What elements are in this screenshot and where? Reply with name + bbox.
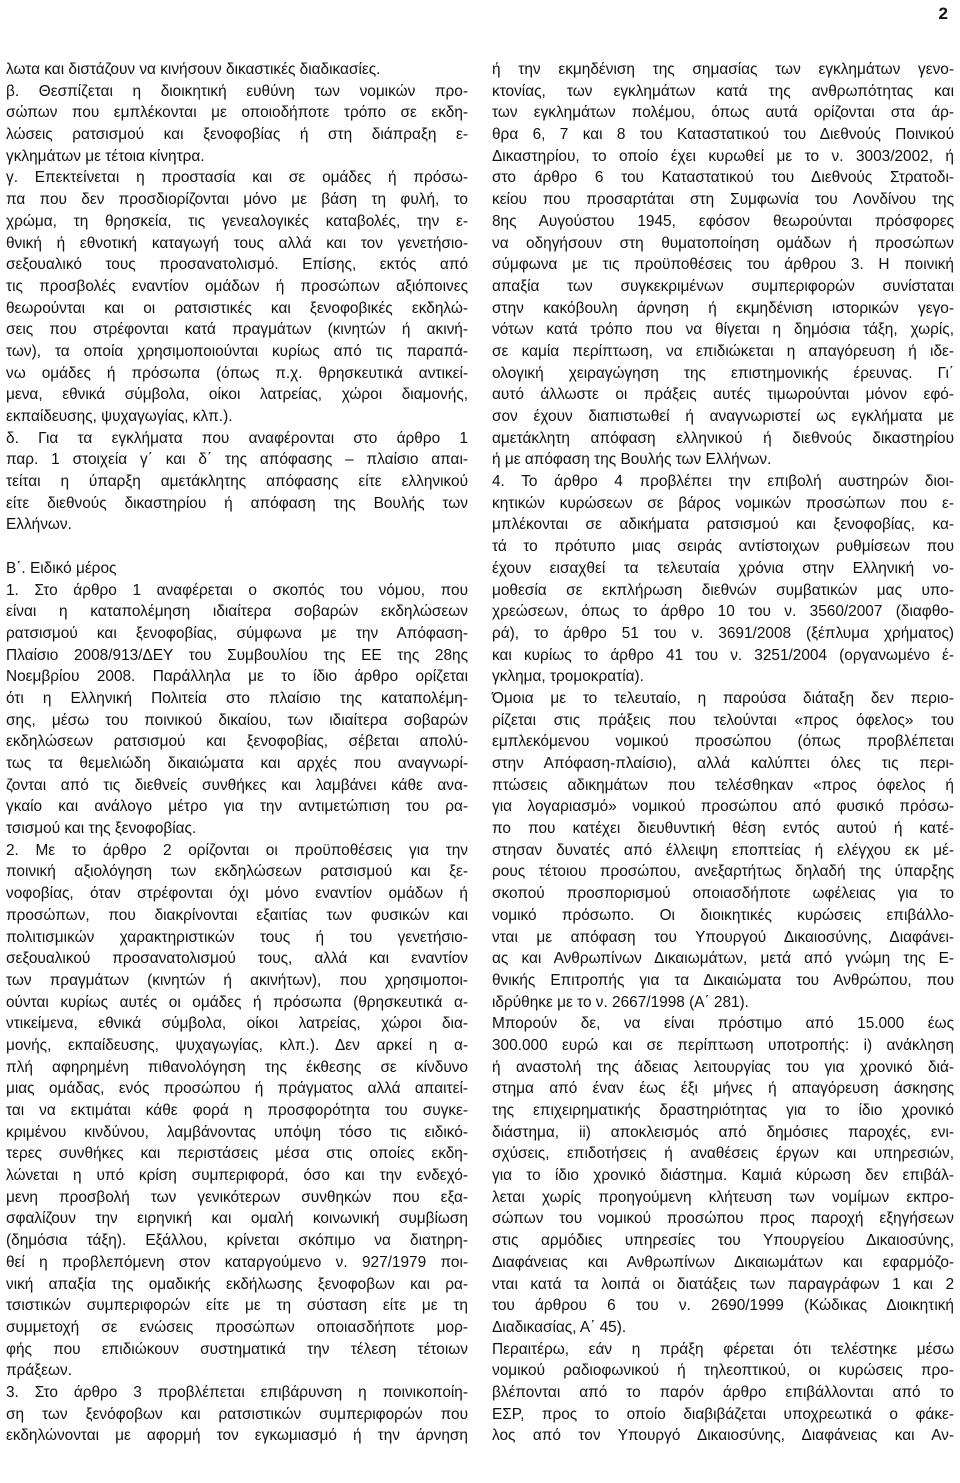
text-line: σώπων του νομικού προσώπου προς παροχή εξηγήσεων bbox=[492, 1210, 954, 1228]
text-line: 8ης Αυγούστου 1945, εφόσον θεωρούνται πρόσφορες bbox=[492, 212, 954, 230]
text-line: νται με απόφαση του Υπουργού Δικαιοσύνης, Διαφάνει- bbox=[492, 928, 954, 946]
text-line: κριμένου κινδύνου, λαμβάνοντας υπόψη τόσο τις ειδικό- bbox=[6, 1123, 468, 1141]
text-line: νότων κατά τρόπο που να θίγεται η δημόσια τάξη, χωρίς, bbox=[492, 321, 954, 339]
text-line: αυτό άλλωστε οι πράξεις αυτές τιμωρούνται μόνον εφό- bbox=[492, 386, 954, 404]
text-line: πράξεων. bbox=[6, 1362, 73, 1380]
text-line: μιας ομάδας, ενός προσώπου ή πράγματος αλλά απαιτεί- bbox=[6, 1080, 468, 1098]
text-line: είναι η καταπολέμηση ιδιαίτερα σοβαρών εκδηλώσεων bbox=[6, 603, 468, 621]
text-line: νω ομάδες ή πρόσωπα (όπως π.χ. θρησκευτικά αντικεί- bbox=[6, 364, 468, 382]
text-line: β. Θεσπίζεται η διοικητική ευθύνη των νομικών προ- bbox=[6, 82, 468, 100]
text-line: και κυρίως το άρθρο 41 του ν. 3251/2004 (οργανωμένο έ- bbox=[492, 646, 954, 664]
text-line: εκδηλώνονται με αφορμή τον εγκωμιασμό ή την άρνηση bbox=[6, 1427, 468, 1445]
text-line: γκλημα, τρομοκρατία). bbox=[492, 668, 644, 686]
text-line: σκοπού προσπορισμού οποιασδήποτε ωφέλειας για το bbox=[492, 885, 954, 903]
text-line: σύμφωνα με τις προϋποθέσεις του άρθρου 3. Η ποινική bbox=[492, 256, 954, 274]
right-column bbox=[492, 59, 954, 1447]
text-line: νομικό πρόσωπο. Οι διοικητικές κυρώσεις επιβάλλο- bbox=[492, 906, 954, 924]
text-line: προσώπων, που διακρίνονται εξαιτίας των φυσικών και bbox=[6, 906, 468, 924]
text-line: πα που δεν προσδιορίζονται μόνο με βάση τη φυλή, το bbox=[6, 191, 468, 209]
text-line: λώνεται η υπό κρίση συμπεριφορά, όσο και την ενδεχό- bbox=[6, 1167, 468, 1185]
text-line: γκαίο και ανάλογο μέτρο για την αντιμετώπιση του ρα- bbox=[6, 798, 468, 816]
text-line: Διαφάνειας και Ανθρωπίνων Δικαιωμάτων και εφαρμόζο- bbox=[492, 1253, 954, 1271]
text-line: χρεώσεων, όπως το άρθρο 10 του ν. 3560/2007 (διαφθο- bbox=[492, 603, 954, 621]
text-line: Β΄. Ειδικό μέρος bbox=[6, 559, 117, 577]
text-line: σεξουαλικού προσανατολισμού τους, αλλά και εναντίον bbox=[6, 950, 468, 968]
text-line: εμπλεκόμενου νομικού προσώπου (όπως προβλέπεται bbox=[492, 733, 954, 751]
text-line: ότι η Ελληνική Πολιτεία στο πλαίσιο της καταπολέμη- bbox=[6, 689, 468, 707]
text-line: 300.000 ευρώ και σε περίπτωση υποτροπής: i) ανάκληση bbox=[492, 1036, 954, 1054]
text-line: νική απαξία της ομαδικής εκδήλωσης ξενοφοβων και ρα- bbox=[6, 1275, 468, 1293]
text-line: λος από τον Υπουργό Δικαιοσύνης, Διαφάνειας και Αν- bbox=[492, 1427, 954, 1445]
text-line: λωτα και διστάζουν να κινήσουν δικαστικές διαδικασίες. bbox=[6, 61, 381, 78]
text-line: (δημόσια τάξη). Εξάλλου, κρίνεται σκόπιμο να διατηρη- bbox=[6, 1232, 468, 1250]
text-line: νται κατά τα λοιπά οι διατάξεις των παραγράφων 1 και 2 bbox=[492, 1275, 954, 1293]
text-line: 1. Στο άρθρο 1 αναφέρεται ο σκοπός του νόμου, που bbox=[6, 581, 468, 599]
text-line: αμετάκλητη απόφαση ελληνικού ή διεθνούς δικαστηρίου bbox=[492, 429, 954, 447]
text-line: σεξουαλικό τους προσανατολισμό. Επίσης, εκτός από bbox=[6, 256, 468, 274]
text-line: παρ. 1 στοιχεία γ΄ και δ΄ της απόφασης – πλαίσιο απαι- bbox=[6, 451, 468, 469]
text-line: ρατσισμού και ξενοφοβίας, σύμφωνα με την Απόφαση- bbox=[6, 624, 468, 642]
text-line: σε καμία περίπτωση, να επιδιώκεται η απαγόρευση ή ιδε- bbox=[492, 342, 954, 360]
text-line bbox=[6, 536, 468, 558]
text-line: στην Απόφαση-πλαίσιο), αλλά καλύπτει όλες τις περι- bbox=[492, 755, 954, 772]
text-line: να οδηγήσουν στη θυματοποίηση ομάδων ή προσώπων bbox=[492, 234, 954, 252]
text-line: ρά), το άρθρο 51 του ν. 3691/2008 (ξέπλυμα χρήματος) bbox=[492, 624, 954, 642]
text-line: ή αναστολή της άδειας λειτουργίας του για χρονικό διά- bbox=[492, 1058, 954, 1076]
text-line: του άρθρου 6 του ν. 2690/1999 (Κώδικας Διοικητική bbox=[492, 1297, 954, 1315]
text-line: 3. Στο άρθρο 3 προβλέπεται επιβάρυνση η ποινικοποίη- bbox=[6, 1383, 468, 1401]
left-column bbox=[6, 59, 468, 1447]
text-line: θνική ή εθνοτική καταγωγή τους αλλά και τον γενετήσιο- bbox=[6, 234, 468, 252]
text-line: ΕΣΡ, προς το οποίο διαβιβάζεται υποχρεωτικά ο φάκε- bbox=[492, 1405, 954, 1423]
text-line: της επιχειρηματικής δραστηριότητας για το ίδιο χρονικό bbox=[492, 1102, 954, 1119]
text-line: Διαδικασίας, Α΄ 45). bbox=[492, 1318, 627, 1336]
text-line: για το ίδιο χρονικό διάστημα. Καμιά κύρωση δεν επιβάλ- bbox=[492, 1167, 954, 1185]
text-line: τσιστικών συμπεριφορών είτε με τη σύσταση είτε με τη bbox=[6, 1297, 468, 1315]
text-line: Περαιτέρω, εάν η πράξη φέρεται ότι τελέστηκε μέσω bbox=[492, 1340, 954, 1358]
text-line: των), τα οποία χρησιμοποιούνται κυρίως από τις παραπά- bbox=[6, 342, 468, 360]
text-line: λώσεις ρατσισμού και ξενοφοβίας ή στη διάπραξη ε- bbox=[6, 126, 468, 144]
text-line: πολιτισμικών χαρακτηριστικών τους ή του γενετήσιο- bbox=[6, 928, 468, 946]
text-line: μονής, εκπαίδευσης, ψυχαγωγίας, κλπ.). Δεν αρκεί η α- bbox=[6, 1036, 468, 1054]
text-line: γκλημάτων με τέτοια κίνητρα. bbox=[6, 147, 205, 165]
text-line: ρίζεται στις πράξεις που τελούνται «προς όφελος» του bbox=[492, 711, 954, 729]
text-line: πο που κατέχει διευθυντική θέση εντός αυτού ή κατέ- bbox=[492, 820, 954, 838]
text-line: έχουν εισαχθεί τα τελευταία χρόνια στην Ελληνική νο- bbox=[492, 559, 954, 577]
text-line: στησαν δυνατές από έλλειψη εποπτείας ή ελέγχου εκ μέ- bbox=[492, 841, 954, 859]
text-line: δ. Για τα εγκλήματα που αναφέρονται στο άρθρο 1 bbox=[6, 429, 468, 447]
text-line: τερες συνθήκες και περιστάσεις μέσα στις οποίες εκδη- bbox=[6, 1145, 468, 1163]
text-line: τείται η ύπαρξη αμετάκλητης απόφασης είτε ελληνικού bbox=[6, 473, 468, 491]
text-line: 4. Το άρθρο 4 προβλέπει την επιβολή αυστηρών διοι- bbox=[492, 473, 954, 491]
text-line: θεί η προβλεπόμενη στον καταργούμενο ν. 927/1979 ποι- bbox=[6, 1253, 468, 1271]
text-line: κητικών κυρώσεων σε βάρος νομικών προσώπων που ε- bbox=[492, 494, 954, 512]
text-line: στην κακόβουλη άρνηση ή εκμηδένιση ιστορικών γεγο- bbox=[492, 299, 954, 317]
text-line: γ. Επεκτείνεται η προστασία και σε ομάδες ή πρόσω- bbox=[6, 169, 468, 187]
text-line: βλέπονται από το παρόν άρθρο επιβάλλονται από το bbox=[492, 1383, 954, 1401]
text-line: τως τα θεμελιώδη δικαιώματα και αρχές που αναγνωρί- bbox=[6, 755, 468, 772]
text-line: νομικού ραδιοφωνικού ή τηλεοπτικού, οι κυρώσεις προ- bbox=[492, 1362, 954, 1380]
text-line: θρα 6, 7 και 8 του Καταστατικού του Διεθνούς Ποινικού bbox=[492, 126, 954, 144]
text-line: λεται χωρίς προηγούμενη κλήτευση των νομίμων εκπρο- bbox=[492, 1188, 954, 1206]
text-line: σφαλίζουν την ειρηνική και ομαλή κοινωνική συμβίωση bbox=[6, 1210, 468, 1228]
text-line: ντικείμενα, εθνικά σύμβολα, οίκοι λατρείας, χώροι δια- bbox=[6, 1015, 468, 1033]
text-line: ποινική αξιολόγηση των εκδηλώσεων ρατσισμού και ξε- bbox=[6, 863, 468, 881]
text-line: κτονίας, των εγκλημάτων κατά της ανθρωπότητας και bbox=[492, 82, 954, 100]
text-line: μενη προσβολή των γενικότερων συνθηκών που εξα- bbox=[6, 1188, 468, 1206]
text-line: ιδρύθηκε με το ν. 2667/1998 (Α΄ 281). bbox=[492, 993, 749, 1011]
text-line: θεωρούνται και οι ρατσιστικές και ξενοφοβικές εκδηλώ- bbox=[6, 299, 468, 317]
text-line: πλή αφηρημένη πιθανολόγηση της έκθεσης σε κίνδυνο bbox=[6, 1058, 468, 1076]
page-number: 2 bbox=[938, 4, 948, 23]
text-line: Πλαίσιο 2008/913/ΔΕΥ του Συμβουλίου της ΕΕ της 28ης bbox=[6, 646, 468, 664]
text-line: ολογική χειραγώγηση της επιστημονικής έρευνας. Γι΄ bbox=[492, 364, 954, 382]
text-line: συμμετοχή σε ενώσεις προσώπων οποιασδήποτε μορ- bbox=[6, 1318, 468, 1336]
text-line: απαξία των συγκεκριμένων συμπεριφορών συνίσταται bbox=[492, 277, 954, 295]
text-line: τά το πρότυπο μιας σειράς αντίστοιχων ρυθμίσεων που bbox=[492, 538, 954, 556]
text-line: Δικαστηρίου, το οποίο έχει κυρωθεί με το ν. 3003/2002, ή bbox=[492, 147, 954, 165]
text-line: νοφοβίας, όταν στρέφονται όχι μόνο εναντίον ομάδων ή bbox=[6, 885, 468, 903]
text-line: τσισμού και της ξενοφοβίας. bbox=[6, 820, 197, 838]
text-line: πτώσεις αδικημάτων που τελέσθηκαν «προς όφελος ή bbox=[492, 776, 954, 794]
text-line: σχύσεις, επιδοτήσεις ή αναθέσεις έργων και υπηρεσιών, bbox=[492, 1145, 954, 1163]
text-line: εκπαίδευσης, ψυχαγωγίας, κλπ.). bbox=[6, 408, 233, 425]
text-line: μπλέκονται σε αδικήματα ρατσισμού και ξενοφοβίας, κα- bbox=[492, 516, 954, 534]
text-line: εκδηλώσεων ρατσισμού και ξενοφοβίας, σέβεται απολύ- bbox=[6, 733, 468, 751]
text-line: ση των ξενόφοβων και ρατσιστικών συμπεριφορών που bbox=[6, 1405, 468, 1423]
text-line: διάστημα, ii) αποκλεισμός από δημόσιες παροχές, ενι- bbox=[492, 1123, 954, 1141]
text-line: Νοεμβρίου 2008. Παράλληλα με το ίδιο άρθρο ορίζεται bbox=[6, 668, 468, 686]
text-line: ζονται από τις διεθνείς συνθήκες και λαμβάνει κάθε ανα- bbox=[6, 776, 468, 794]
text-line: Μπορούν δε, να είναι πρόστιμο από 15.000 έως bbox=[492, 1015, 954, 1033]
text-line: ούνται κυρίως αυτές οι ομάδες ή πρόσωπα (θρησκευτικά α- bbox=[6, 993, 468, 1011]
text-line: για λογαριασμό» νομικού προσώπου από φυσικό πρόσω- bbox=[492, 798, 954, 816]
text-line: Ελλήνων. bbox=[6, 516, 72, 534]
text-line: σώπων που εμπλέκονται με οποιοδήποτε τρόπο σε εκδη- bbox=[6, 104, 468, 122]
text-line: 2. Με το άρθρο 2 ορίζονται οι προϋποθέσεις για την bbox=[6, 841, 468, 859]
text-line: θνικής Επιτροπής για τα Δικαιώματα του Ανθρώπου, που bbox=[492, 971, 954, 989]
text-line: των εγκλημάτων πολέμου, όπως αυτά ορίζονται στα άρ- bbox=[492, 104, 954, 122]
text-line: ή την εκμηδένιση της σημασίας των εγκλημάτων γενο- bbox=[492, 61, 954, 78]
text-line: κείου που προσαρτάται στη Συμφωνία του Λονδίνου της bbox=[492, 191, 954, 209]
text-line: σον έχουν διαπιστωθεί ή αναγνωριστεί ως εγκλήματα με bbox=[492, 408, 954, 425]
text-line: στημα από έναν έως έξι μήνες ή απαγόρευση άσκησης bbox=[492, 1080, 954, 1098]
text-line: σεις που στρέφονται κατά πραγμάτων (κινητών ή ακινή- bbox=[6, 321, 468, 339]
text-line: των πραγμάτων (κινητών ή ακινήτων), που χρησιμοποι- bbox=[6, 971, 468, 989]
text-line: χρώμα, τη θρησκεία, τις γενεαλογικές καταβολές, την ε- bbox=[6, 212, 468, 230]
text-line: σης, μέσω του ποινικού δικαίου, των ιδιαίτερα σοβαρών bbox=[6, 711, 468, 729]
text-line: Όμοια με το τελευταίο, η παρούσα διάταξη δεν περιο- bbox=[492, 689, 954, 707]
text-line: στις αρμόδιες υπηρεσίες του Υπουργείου Δικαιοσύνης, bbox=[492, 1232, 954, 1250]
text-line: είτε διεθνούς δικαστηρίου ή απόφαση της Βουλής των bbox=[6, 494, 468, 512]
text-line: μοθεσία σε εκπλήρωση διεθνών συμβατικών μας υπο- bbox=[492, 581, 954, 599]
text-line: ρους τέτοιου προσώπου, ανεξαρτήτως δηλαδή της ύπαρξης bbox=[492, 863, 954, 881]
text-line: φής που επιδιώκουν συστηματικά την τέλεση τέτοιων bbox=[6, 1340, 468, 1358]
text-line: ή με απόφαση της Βουλής των Ελλήνων. bbox=[492, 451, 772, 469]
text-line: μενα, εθνικά σύμβολα, οίκοι λατρείας, χώροι διαμονής, bbox=[6, 386, 468, 404]
text-line: ας και Ανθρωπίνων Δικαιωμάτων, μετά από γνώμη της Ε- bbox=[492, 950, 954, 968]
text-line: στο άρθρο 6 του Καταστατικού του Διεθνούς Στρατοδι- bbox=[492, 169, 954, 187]
text-line: τις προσβολές εναντίον ομάδων ή προσώπων αξιόποινες bbox=[6, 277, 468, 295]
text-line: ται να εκτιμάται κάθε φορά η προσφορότητα του συγκε- bbox=[6, 1102, 468, 1119]
